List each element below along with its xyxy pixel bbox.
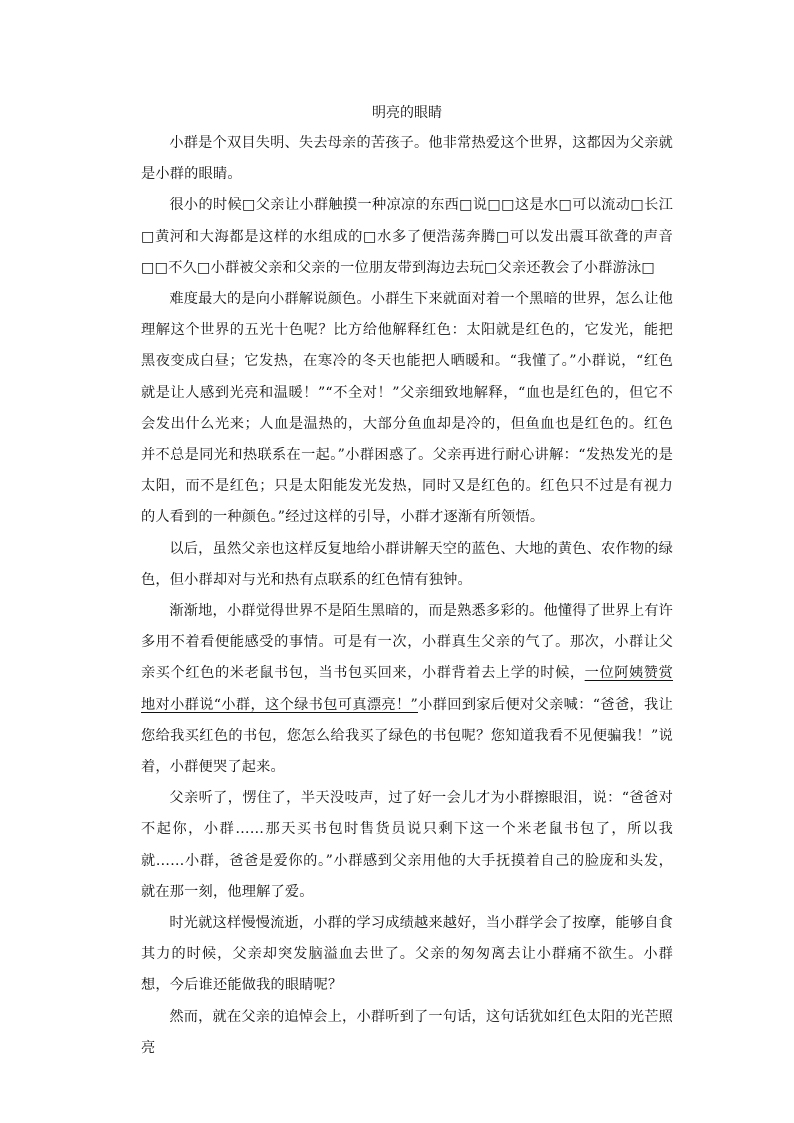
document-page xyxy=(141,100,673,1064)
paragraph-text: 渐渐地，小群觉得世界不是陌生黑暗的，而是熟悉多彩的。他懂得了世界上有许多用不着看便能感受的事情。可是有一次，小群真生父亲的气了。那次，小群让父亲买个红色的米老鼠书包，当书包买回来，小群背着去上学的时候， xyxy=(141,603,673,682)
paragraph xyxy=(141,596,673,783)
paragraph xyxy=(141,284,673,534)
paragraph-text: 小群是个双目失明、失去母亲的苦孩子。他非常热爱这个世界，这都因为父亲就是小群的眼睛。 xyxy=(141,135,673,183)
paragraph-text: 小群回到家后便对父亲喊：“爸爸，我让您给我买红色的书包，您怎么给我买了绿色的书包呢？您知道我看不见便骗我！”说着，小群便哭了起来。 xyxy=(141,696,673,776)
paragraph xyxy=(141,128,673,190)
paragraph xyxy=(141,190,673,284)
paragraph-text: 父亲听了，愣住了，半天没吱声，过了好一会儿才为小群擦眼泪，说：“爸爸对不起你，小群……那天买书包时售货员说只剩下这一个米老鼠书包了，所以我就……小群，爸爸是爱你的。”小群感到父亲用他的大手抚摸着自己的脸庞和头发，就在那一刻，他理解了爱。 xyxy=(141,790,673,900)
paragraph-text: 很小的时候□父亲让小群触摸一种凉凉的东西□说□□这是水□可以流动□长江□黄河和大海都是这样的水组成的□水多了便浩荡奔腾□可以发出震耳欲聋的声音□□不久□小群被父亲和父亲的一位朋友带到海边去玩□父亲还教会了小群游泳□ xyxy=(141,197,673,276)
paragraph xyxy=(141,1002,673,1064)
paragraph xyxy=(141,908,673,1002)
article-body xyxy=(141,128,673,1064)
page-title: 明亮的眼睛 xyxy=(372,105,442,121)
paragraph xyxy=(141,534,673,596)
underlined-sentence: 一位阿姨赞赏地对小群说“小群，这个绿书包可真漂亮！” xyxy=(141,665,673,713)
paragraph-text: 时光就这样慢慢流逝，小群的学习成绩越来越好，当小群学会了按摩，能够自食其力的时候，父亲却突发脑溢血去世了。父亲的匆匆离去让小群痛不欲生。小群想，今后谁还能做我的眼睛呢？ xyxy=(141,915,673,994)
paragraph-text: 以后，虽然父亲也这样反复地给小群讲解天空的蓝色、大地的黄色、农作物的绿色，但小群却对与光和热有点联系的红色情有独钟。 xyxy=(141,540,673,588)
paragraph-text: 难度最大的是向小群解说颜色。小群生下来就面对着一个黑暗的世界，怎么让他理解这个世界的五光十色呢？比方给他解释红色：太阳就是红色的，它发光，能把黑夜变成白昼；它发热，在寒冷的冬天也能把人晒暖和。“我懂了。”小群说，“红色就是让人感到光亮和温暖！”“不全对！”父亲细致地解释，“血也是红色的，但它不会发出什么光来；人血是温热的，大部分鱼血却是冷的，但鱼血也是红色的。红色并不总是同光和热联系在一起。”小群困惑了。父亲再进行耐心讲解：“发热发光的是太阳，而不是红色；只是太阳能发光发热，同时又是红色的。红色只不过是有视力的人看到的一种颜色。”经过这样的引导，小群才逐渐有所领悟。 xyxy=(141,291,673,526)
paragraph-text: 然而，就在父亲的追悼会上，小群听到了一句话，这句话犹如红色太阳的光芒照亮 xyxy=(141,1008,673,1056)
paragraph xyxy=(141,783,673,908)
